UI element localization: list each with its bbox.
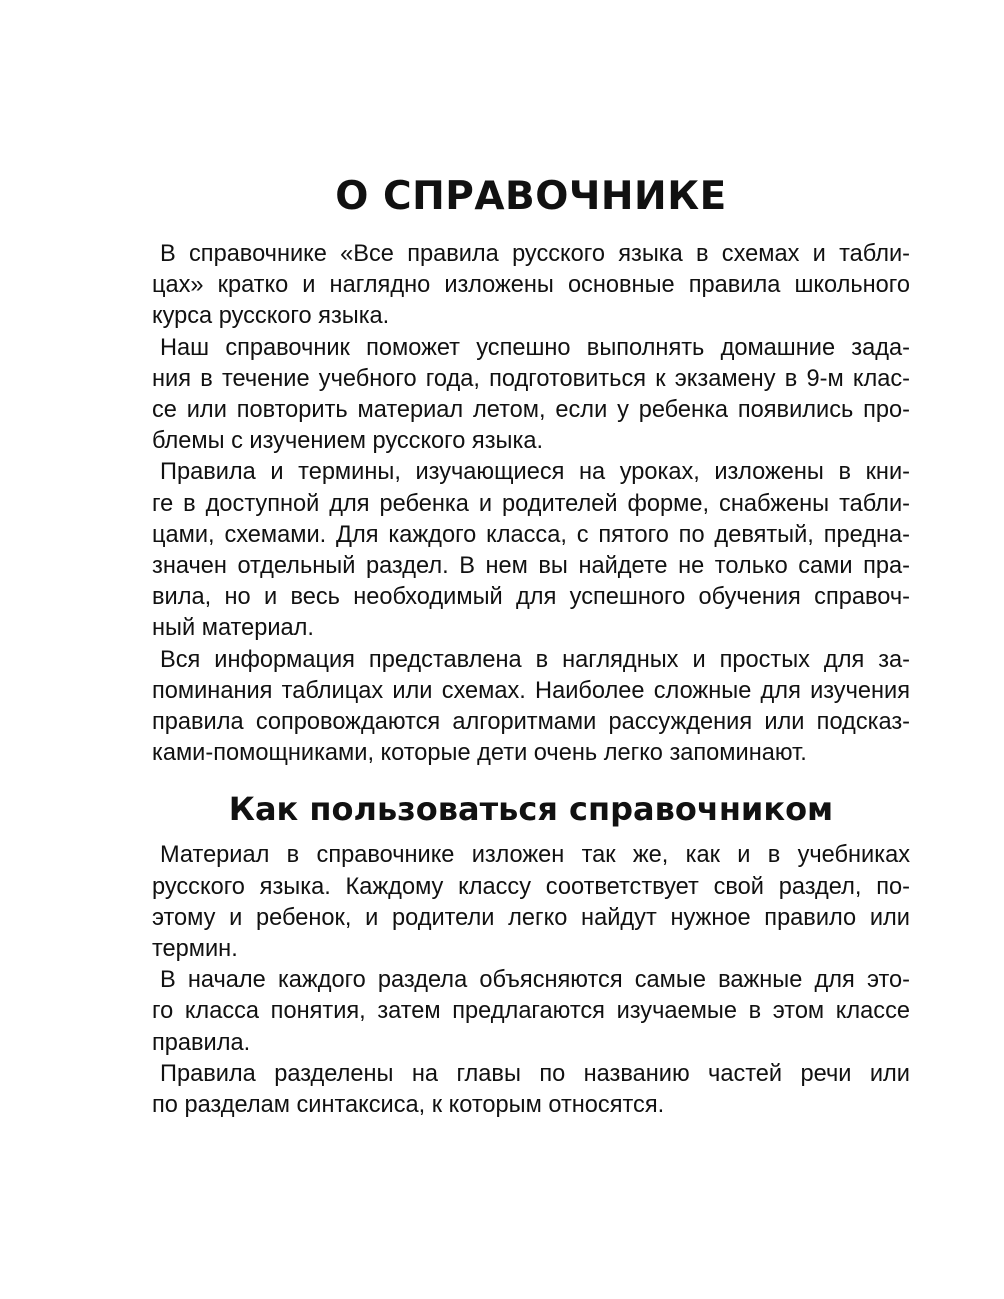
text-line: ния в течение учебного года, подготовиться к экзамену в 9-м клас- [152, 365, 910, 392]
text-line: поминания таблицах или схемах. Наиболее сложные для изучения [152, 677, 910, 704]
text-line: цами, схемами. Для каждого класса, с пятого по девятый, предна- [152, 521, 910, 548]
text-line: Наш справочник поможет успешно выполнять домашние зада- [160, 334, 910, 361]
text-line: Вся информация представлена в наглядных и простых для за- [160, 646, 910, 673]
intro-paragraph [152, 645, 910, 770]
text-line: Правила и термины, изучающиеся на уроках, изложены в кни- [160, 459, 910, 486]
intro-paragraph [152, 457, 910, 644]
text-line: русского языка. Каждому классу соответствует свой раздел, по- [152, 873, 910, 900]
usage-paragraph [152, 1059, 910, 1121]
text-line: В справочнике «Все правила русского языка в схемах и табли- [160, 241, 910, 267]
text-line: вила, но и весь необходимый для успешного обучения справоч- [152, 584, 910, 611]
text-line: термин. [152, 936, 238, 963]
text-line: В начале каждого раздела объясняются самые важные для это- [160, 967, 910, 994]
usage-paragraph [152, 965, 910, 1059]
intro-paragraph [152, 239, 910, 333]
page-title: О СПРАВОЧНИКЕ [335, 174, 727, 219]
text-line: Материал в справочнике изложен так же, как и в учебниках [160, 842, 910, 869]
section-heading: Как пользоваться справочником [228, 790, 834, 829]
text-line: ге в доступной для ребенка и родителей форме, снабжены табли- [152, 490, 910, 517]
text-line: правила. [152, 1029, 251, 1056]
text-line: ками-помощниками, которые дети очень легко запоминают. [152, 740, 807, 767]
text-line: цах» кратко и наглядно изложены основные правила школьного [152, 272, 910, 299]
intro-paragraph [152, 333, 910, 458]
text-line: ный материал. [152, 615, 314, 642]
text-line: Правила разделены на главы по названию частей речи или [160, 1060, 910, 1087]
text-line: по разделам синтаксиса, к которым относятся. [152, 1092, 665, 1119]
usage-section [152, 840, 910, 1121]
title-spacer [152, 228, 910, 239]
text-line: значен отдельный раздел. В нем вы найдете не только сами пра- [152, 553, 910, 580]
text-line: правила сопровождаются алгоритмами рассуждения или подсказ- [152, 709, 910, 736]
text-line: го класса понятия, затем предлагаются изучаемые в этом классе [152, 998, 910, 1025]
text-line: этому и ребенок, и родители легко найдут нужное правило или [152, 904, 910, 931]
text-line: се или повторить материал летом, если у ребенка появились про- [152, 397, 910, 424]
usage-paragraph [152, 840, 910, 965]
intro-section [152, 239, 910, 769]
document-page [152, 166, 910, 1121]
text-line: блемы с изучением русского языка. [152, 428, 544, 455]
text-line: курса русского языка. [152, 303, 390, 330]
